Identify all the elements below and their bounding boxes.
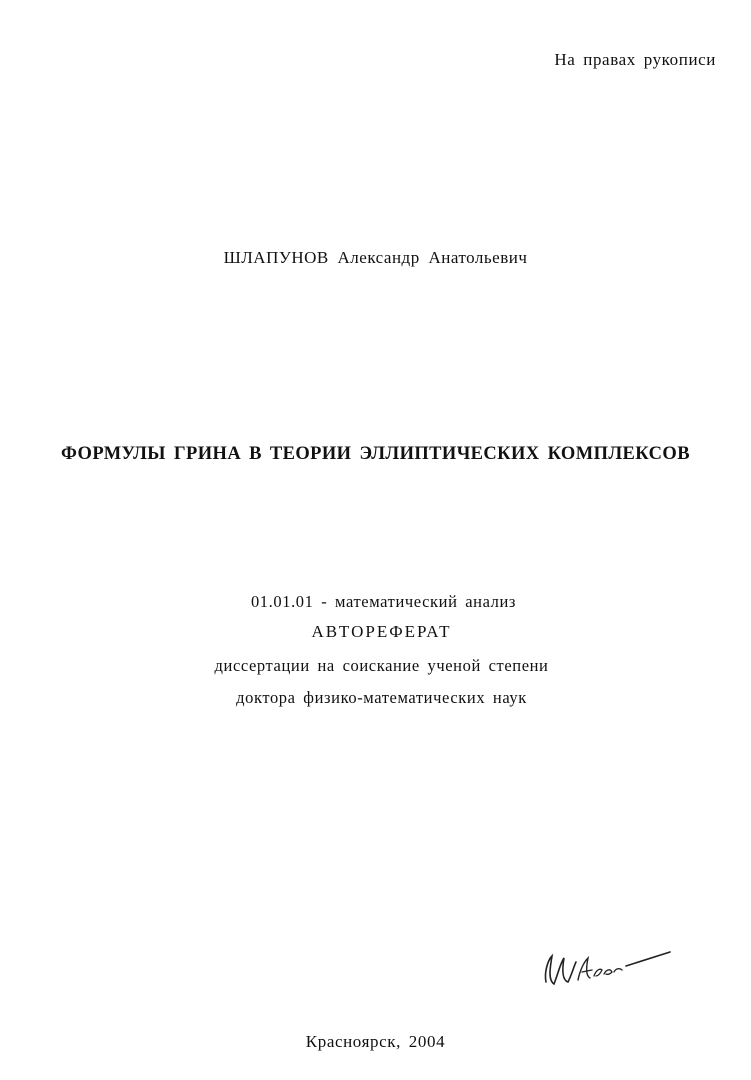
author-name: ШЛАПУНОВ Александр Анатольевич	[223, 248, 528, 267]
thesis-title: ФОРМУЛЫ ГРИНА В ТЕОРИИ ЭЛЛИПТИЧЕСКИХ КОМПЛЕКСОВ	[61, 444, 690, 464]
degree-line-2: доктора физико-математических наук	[236, 688, 527, 707]
place-and-year: Красноярск, 2004	[305, 1032, 446, 1051]
specialty-code: 01.01.01 - математический анализ	[250, 592, 517, 611]
handwritten-signature	[536, 942, 676, 1002]
rights-notice: На правах рукописи	[554, 50, 716, 69]
document-type: АВТОРЕФЕРАТ	[311, 622, 452, 641]
degree-line-1: диссертации на соискание ученой степени	[214, 656, 549, 675]
